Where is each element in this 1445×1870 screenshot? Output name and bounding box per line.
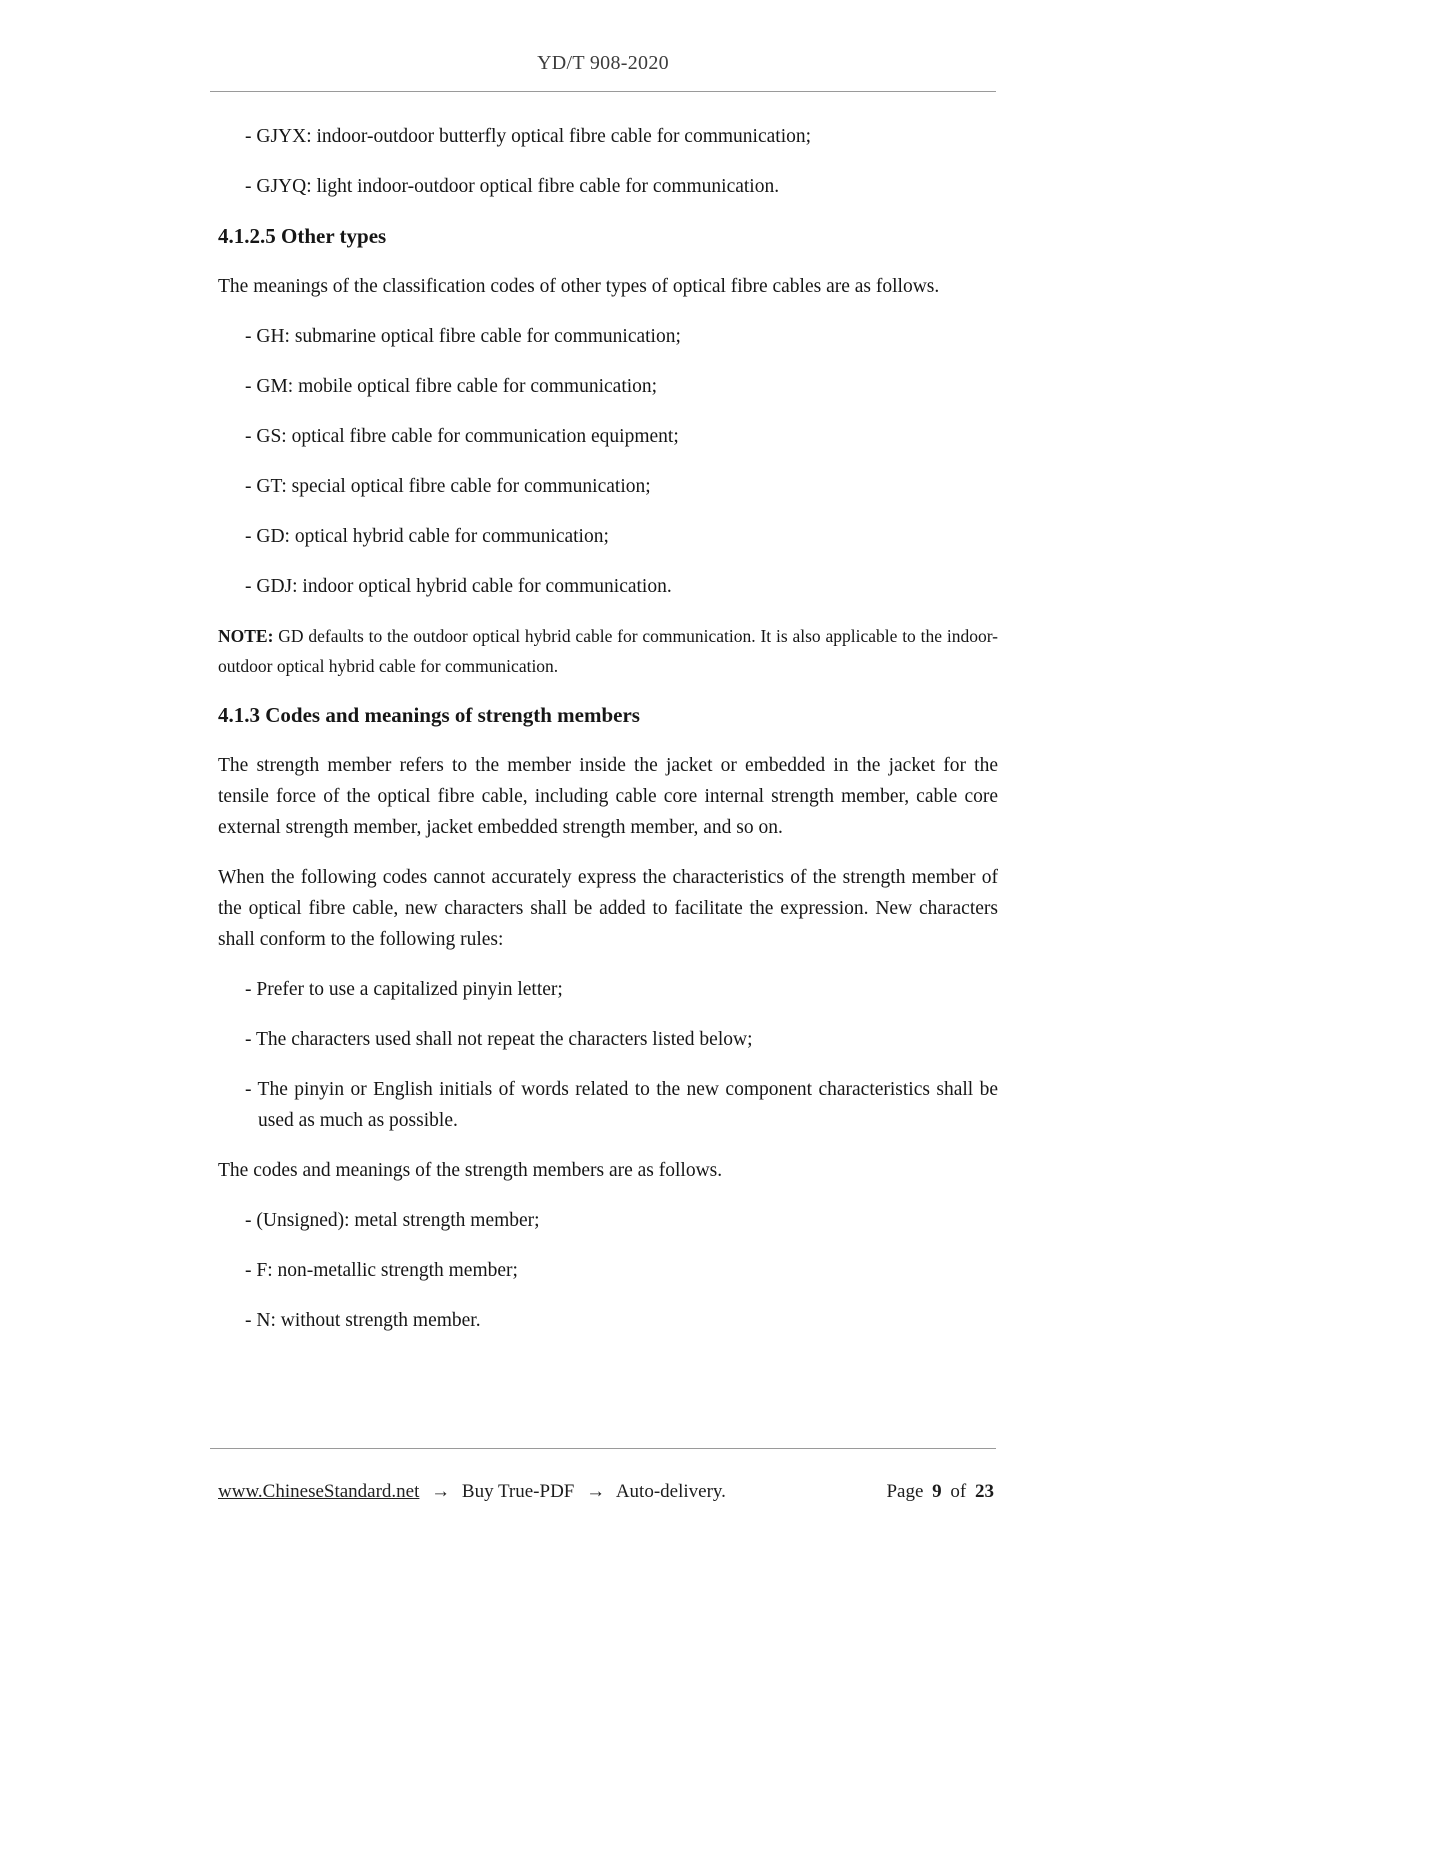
list-item-gm: - GM: mobile optical fibre cable for communication; [245,376,658,397]
website-link[interactable]: www.ChineseStandard.net [218,1481,420,1502]
code-item-n: - N: without strength member. [245,1310,481,1331]
code-item-unsigned: - (Unsigned): metal strength member; [245,1210,540,1231]
list-item-gjyx: - GJYX: indoor-outdoor butterfly optical fibre cable for communication; [245,126,812,147]
paragraph-strength-definition: The strength member refers to the member inside the jacket or embedded in the jacket for the tensile force of the optical fibre cable, including cable core internal strength member, cable core external strength member, jacket embedded strength member, and so on. [218,755,998,838]
list-item-gdj: - GDJ: indoor optical hybrid cable for communication. [245,576,672,597]
right-arrow-icon: → [586,1481,606,1502]
list-item-gd: - GD: optical hybrid cable for communication; [245,526,609,547]
page-content [218,121,998,1355]
rule-item-initials: - The pinyin or English initials of words related to the new component characteristics shall be used as much as possible. [245,1079,998,1131]
list-item-gt: - GT: special optical fibre cable for communication; [245,476,651,497]
footer-delivery-text: Auto-delivery. [615,1481,726,1502]
page-current-number: 9 [932,1481,942,1502]
note-text: GD defaults to the outdoor optical hybrid cable for communication. It is also applicable to the indoor-outdoor optical hybrid cable for communication. [218,626,998,676]
document-number: YD/T 908-2020 [537,52,669,74]
right-arrow-icon: → [431,1481,451,1502]
list-item-gjyq: - GJYQ: light indoor-outdoor optical fibre cable for communication. [245,176,780,197]
list-item-gh: - GH: submarine optical fibre cable for communication; [245,326,681,347]
footer-buy-text: Buy True-PDF [461,1481,575,1502]
note-label: NOTE: [218,626,274,646]
section-heading-other-types: 4.1.2.5 Other types [218,224,387,248]
footer-left [210,1481,726,1503]
page-footer [210,1448,996,1503]
page-header [210,0,996,92]
page-total-number: 23 [975,1481,994,1502]
code-item-f: - F: non-metallic strength member; [245,1260,518,1281]
paragraph-other-types-intro: The meanings of the classification codes of other types of optical fibre cables are as follows. [218,276,940,297]
section-heading-strength-members: 4.1.3 Codes and meanings of strength members [218,703,640,727]
of-word: of [950,1481,967,1502]
note-paragraph [218,621,998,681]
page-word: Page [886,1481,924,1502]
paragraph-codes-intro: The codes and meanings of the strength members are as follows. [218,1160,723,1181]
rule-item-no-repeat: - The characters used shall not repeat the characters listed below; [245,1029,753,1050]
rule-item-pinyin-letter: - Prefer to use a capitalized pinyin letter; [245,979,563,1000]
list-item-gs: - GS: optical fibre cable for communication equipment; [245,426,679,447]
paragraph-strength-rules-intro: When the following codes cannot accurately express the characteristics of the strength member of the optical fibre cable, new characters shall be added to facilitate the expression. New characters shall conform to the following rules: [218,867,998,950]
page-indicator [884,1481,996,1503]
footer-row [210,1449,996,1503]
